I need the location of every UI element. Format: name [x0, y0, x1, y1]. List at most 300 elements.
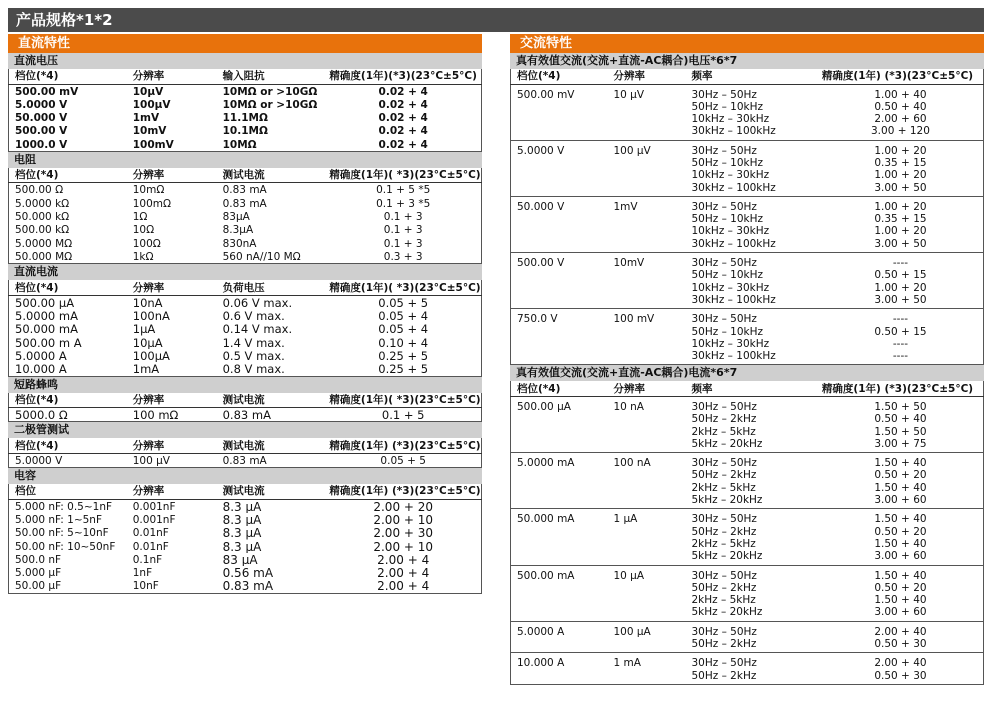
accuracy-value: 1.50 + 50 — [874, 425, 927, 438]
table-cell: 10.000 A — [15, 362, 67, 377]
table-row — [9, 138, 482, 152]
frequency-range: 30Hz – 50Hz — [691, 200, 757, 213]
range-cell: 50.000 mA — [511, 509, 608, 565]
resolution-cell: 100 nA — [607, 453, 685, 509]
accuracy-value: ---- — [892, 313, 909, 326]
frequency-range: 10kHz – 30kHz — [691, 169, 770, 182]
table-cell: 500.00 m A — [15, 335, 82, 349]
table-row — [9, 553, 482, 566]
table-cell: 830nA — [222, 237, 257, 250]
accuracy-value: ---- — [892, 350, 909, 363]
table-row — [511, 565, 984, 621]
table-cell: 1000.0 V — [15, 138, 68, 151]
column-header: 频率 — [685, 69, 817, 84]
table-cell: 100mΩ — [132, 197, 172, 210]
frequency-range: 50Hz – 10kHz — [691, 100, 764, 113]
range-cell: 10.000 A — [511, 653, 608, 685]
table-cell: 100μV — [132, 98, 171, 111]
column-header: 精确度(1年)(*3)(23°C±5°C) — [325, 69, 481, 84]
frequency-range: 2kHz – 5kHz — [691, 594, 756, 607]
table-cell: 10MΩ — [222, 138, 257, 151]
accuracy-value: 0.50 + 15 — [874, 269, 927, 282]
table-row — [9, 295, 482, 309]
frequency-range: 30Hz – 50Hz — [691, 657, 757, 670]
resolution-cell: 10 μA — [607, 565, 685, 621]
column-header: 频率 — [685, 381, 817, 396]
table-cell: 8.3 μA — [222, 512, 262, 527]
table-cell: 50.00 nF: 5~10nF — [15, 527, 109, 540]
resolution-cell: 10 nA — [607, 396, 685, 452]
table-cell: 5000.0 Ω — [15, 408, 68, 422]
dc-voltage-title: 直流电压 — [8, 53, 482, 69]
frequency-range: 5kHz – 20kHz — [691, 550, 763, 563]
accuracy-value: 3.00 + 60 — [874, 494, 927, 507]
table-cell: 100Ω — [132, 237, 161, 250]
table-row — [9, 513, 482, 526]
table-cell: 0.83 mA — [222, 197, 267, 210]
column-header: 档位(*4) — [511, 69, 608, 84]
header-row — [9, 438, 482, 453]
table-cell: 2.00 + 4 — [377, 566, 430, 580]
frequency-range: 30Hz – 50Hz — [691, 625, 757, 638]
table-row — [9, 183, 482, 197]
table-cell: 0.14 V max. — [222, 322, 293, 336]
column-header: 档位(*4) — [9, 168, 127, 183]
accuracy-value: 0.35 + 15 — [874, 213, 927, 226]
resolution-cell: 1 μA — [607, 509, 685, 565]
table-cell: 8.3 μA — [222, 539, 262, 553]
header-row — [511, 381, 984, 396]
diode-test-title: 二极管测试 — [8, 422, 482, 438]
frequency-range: 50Hz – 2kHz — [691, 669, 757, 682]
column-header: 精确度(1年)( *3)(23°C±5°C) — [325, 280, 481, 295]
table-cell: 83 μA — [222, 552, 258, 567]
column-header: 测试电流 — [217, 168, 326, 183]
table-cell: 5.0000 mA — [15, 309, 78, 323]
table-row — [511, 309, 984, 365]
column-header: 分辨率 — [607, 381, 685, 396]
column-header: 测试电流 — [217, 484, 326, 499]
continuity-title: 短路蜂鸣 — [8, 377, 482, 393]
frequency-range: 5kHz – 20kHz — [691, 606, 763, 619]
resolution-cell: 10 μV — [607, 84, 685, 140]
accuracy-cell — [818, 565, 984, 621]
table-cell: 8.3 μA — [222, 499, 262, 513]
column-header: 精确度(1年) (*3)(23°C±5°C) — [818, 69, 984, 84]
accuracy-value: 1.50 + 40 — [874, 594, 927, 607]
table-cell: 500.00 Ω — [15, 184, 64, 197]
table-row — [9, 453, 482, 467]
frequency-range: 30kHz – 100kHz — [691, 350, 776, 363]
diode-test-table — [8, 438, 482, 468]
ac-column — [510, 34, 984, 685]
table-cell: 10.1MΩ — [222, 125, 268, 138]
accuracy-value: 0.50 + 20 — [874, 525, 927, 538]
accuracy-value: 3.00 + 60 — [874, 606, 927, 619]
frequency-cell — [685, 565, 817, 621]
header-row — [9, 69, 482, 84]
table-cell: 5.000 nF: 1~5nF — [15, 513, 103, 526]
table-cell: 0.06 V max. — [222, 295, 293, 310]
dc-current-table — [8, 280, 482, 376]
frequency-cell — [685, 396, 817, 452]
range-cell: 500.00 mA — [511, 565, 608, 621]
resistance-table — [8, 168, 482, 264]
resolution-cell: 100 μA — [607, 621, 685, 653]
table-cell: 50.000 mA — [15, 322, 78, 336]
table-cell: 500.00 V — [15, 125, 68, 138]
accuracy-value: 1.00 + 20 — [874, 200, 927, 213]
accuracy-value: 1.50 + 40 — [874, 569, 927, 582]
table-cell: 0.8 V max. — [222, 362, 285, 377]
table-cell: 10MΩ or >10GΩ — [222, 98, 318, 111]
frequency-range: 50Hz – 2kHz — [691, 413, 757, 426]
table-row — [9, 540, 482, 553]
table-row — [511, 84, 984, 140]
frequency-range: 30Hz – 50Hz — [691, 513, 757, 526]
table-cell: 50.000 MΩ — [15, 250, 73, 263]
dc-voltage-table — [8, 69, 482, 152]
accuracy-cell — [818, 253, 984, 309]
table-cell: 0.05 + 4 — [378, 309, 429, 323]
table-row — [9, 499, 482, 513]
frequency-range: 5kHz – 20kHz — [691, 494, 763, 507]
accuracy-value: 1.00 + 20 — [874, 169, 927, 182]
table-cell: 0.05 + 5 — [380, 454, 426, 467]
table-cell: 5.000 μF — [15, 567, 62, 580]
accuracy-value: 3.00 + 60 — [874, 550, 927, 563]
header-row — [9, 168, 482, 183]
table-cell: 2.00 + 20 — [373, 499, 434, 513]
frequency-cell — [685, 653, 817, 685]
range-cell: 500.00 μA — [511, 396, 608, 452]
table-row — [9, 322, 482, 335]
table-cell: 50.00 μF — [15, 580, 62, 593]
column-header: 档位(*4) — [9, 393, 127, 408]
table-cell: 0.56 mA — [222, 566, 274, 580]
frequency-range: 30Hz – 50Hz — [691, 88, 757, 101]
accuracy-value: 3.00 + 50 — [874, 237, 927, 250]
table-cell: 11.1MΩ — [222, 112, 268, 125]
accuracy-cell — [818, 653, 984, 685]
table-cell: 2.00 + 10 — [373, 512, 434, 527]
frequency-range: 5kHz – 20kHz — [691, 437, 763, 450]
frequency-range: 50Hz – 10kHz — [691, 325, 764, 338]
table-cell: 1Ω — [132, 211, 148, 224]
frequency-range: 30kHz – 100kHz — [691, 181, 776, 194]
table-cell: 10nF — [132, 580, 159, 593]
accuracy-cell — [818, 509, 984, 565]
header-row — [9, 393, 482, 408]
accuracy-cell — [818, 396, 984, 452]
table-cell: 100mV — [132, 138, 174, 151]
accuracy-value: 3.00 + 50 — [874, 181, 927, 194]
table-row — [9, 223, 482, 236]
table-cell: 0.001nF — [132, 513, 176, 526]
table-row — [511, 621, 984, 653]
table-row — [9, 250, 482, 264]
table-cell: 0.02 + 4 — [378, 112, 428, 125]
table-row — [9, 566, 482, 579]
frequency-range: 50Hz – 10kHz — [691, 213, 764, 226]
frequency-range: 30kHz – 100kHz — [691, 293, 776, 306]
range-cell: 500.00 V — [511, 253, 608, 309]
frequency-range: 30kHz – 100kHz — [691, 125, 776, 138]
dc-section-header: 直流特性 — [8, 34, 482, 53]
column-header: 精确度(1年) (*3)(23°C±5°C) — [325, 438, 481, 453]
range-cell: 750.0 V — [511, 309, 608, 365]
ac-voltage-title: 真有效值交流(交流+直流-AC耦合)电压*6*7 — [510, 53, 984, 69]
table-cell: 0.01nF — [132, 527, 169, 540]
table-row — [9, 98, 482, 111]
table-cell: 0.5 V max. — [222, 348, 285, 363]
column-header: 精确度(1年) (*3)(23°C±5°C) — [325, 484, 481, 499]
table-cell: 2.00 + 10 — [373, 539, 434, 553]
accuracy-value: 1.00 + 20 — [874, 281, 927, 294]
header-row — [9, 484, 482, 499]
dc-column — [8, 34, 482, 594]
ac-section-header: 交流特性 — [510, 34, 984, 53]
table-cell: 50.000 kΩ — [15, 211, 70, 224]
column-header: 分辨率 — [127, 168, 217, 183]
table-cell: 10μA — [132, 335, 163, 349]
table-row — [9, 210, 482, 223]
accuracy-cell — [818, 84, 984, 140]
capacitance-title: 电容 — [8, 468, 482, 484]
accuracy-value: 2.00 + 60 — [874, 113, 927, 126]
accuracy-value: 1.50 + 40 — [874, 481, 927, 494]
accuracy-value: 3.00 + 120 — [871, 125, 930, 138]
table-cell: 50.00 nF: 10~50nF — [15, 540, 116, 553]
table-cell: 0.83 mA — [222, 184, 267, 197]
table-row — [511, 509, 984, 565]
table-cell: 10μV — [132, 85, 164, 98]
table-row — [9, 526, 482, 539]
table-cell: 2.00 + 4 — [377, 552, 430, 567]
table-cell: 0.25 + 5 — [378, 362, 429, 377]
accuracy-cell — [818, 196, 984, 252]
table-row — [511, 396, 984, 452]
column-header: 分辨率 — [127, 280, 217, 295]
column-header: 档位(*4) — [511, 381, 608, 396]
accuracy-value: 0.50 + 30 — [874, 669, 927, 682]
accuracy-value: 0.50 + 30 — [874, 637, 927, 650]
table-cell: 1mV — [132, 112, 160, 125]
frequency-range: 50Hz – 2kHz — [691, 637, 757, 650]
table-row — [9, 237, 482, 250]
table-cell: 1μA — [132, 322, 156, 336]
column-header: 精确度(1年)( *3)(23°C±5°C) — [325, 168, 481, 183]
table-cell: 0.05 + 4 — [378, 322, 429, 336]
table-cell: 560 nA//10 MΩ — [222, 250, 301, 263]
table-cell: 100 mΩ — [132, 408, 179, 422]
frequency-range: 10kHz – 30kHz — [691, 113, 770, 126]
accuracy-value: 0.50 + 20 — [874, 581, 927, 594]
table-cell: 0.01nF — [132, 540, 169, 553]
table-cell: 10mΩ — [132, 184, 165, 197]
table-row — [511, 140, 984, 196]
table-row — [9, 408, 482, 422]
continuity-table — [8, 393, 482, 423]
range-cell: 5.0000 A — [511, 621, 608, 653]
table-row — [511, 453, 984, 509]
table-cell: 5.0000 MΩ — [15, 237, 73, 250]
table-cell: 0.02 + 4 — [378, 85, 428, 98]
accuracy-value: 0.35 + 15 — [874, 156, 927, 169]
column-header: 负荷电压 — [217, 280, 326, 295]
table-row — [9, 111, 482, 124]
column-header: 精确度(1年)( *3)(23°C±5°C) — [325, 393, 481, 408]
table-cell: 0.10 + 4 — [378, 335, 429, 349]
ac-current-title: 真有效值交流(交流+直流-AC耦合)电流*6*7 — [510, 365, 984, 381]
frequency-range: 30Hz – 50Hz — [691, 257, 757, 270]
column-header: 精确度(1年) (*3)(23°C±5°C) — [818, 381, 984, 396]
accuracy-value: 0.50 + 20 — [874, 469, 927, 482]
frequency-cell — [685, 253, 817, 309]
table-row — [511, 253, 984, 309]
column-header: 档位(*4) — [9, 438, 127, 453]
frequency-range: 50Hz – 10kHz — [691, 156, 764, 169]
accuracy-value: 1.00 + 20 — [874, 225, 927, 238]
page-title: 产品规格*1*2 — [8, 8, 984, 32]
frequency-cell — [685, 453, 817, 509]
frequency-range: 30Hz – 50Hz — [691, 400, 757, 413]
table-row — [9, 349, 482, 362]
table-cell: 0.001nF — [132, 500, 176, 513]
accuracy-value: 1.50 + 40 — [874, 513, 927, 526]
table-cell: 10nA — [132, 295, 163, 310]
resolution-cell: 1 mA — [607, 653, 685, 685]
table-cell: 0.05 + 5 — [378, 295, 429, 310]
table-cell: 0.02 + 4 — [378, 125, 428, 138]
table-cell: 0.02 + 4 — [378, 98, 428, 111]
table-row — [9, 309, 482, 322]
column-header: 分辨率 — [127, 484, 217, 499]
table-cell: 10Ω — [132, 224, 155, 237]
column-header: 测试电流 — [217, 438, 326, 453]
table-cell: 0.1 + 5 — [381, 408, 425, 422]
accuracy-cell — [818, 621, 984, 653]
table-row — [511, 196, 984, 252]
table-cell: 1nF — [132, 567, 153, 580]
table-cell: 2.00 + 30 — [373, 526, 434, 540]
table-cell: 2.00 + 4 — [377, 579, 430, 594]
resolution-cell: 1mV — [607, 196, 685, 252]
table-cell: 0.83 mA — [222, 408, 271, 422]
table-cell: 100μA — [132, 348, 170, 363]
table-cell: 0.1 + 5 *5 — [376, 184, 431, 197]
table-cell: 5.0000 V — [15, 454, 63, 467]
frequency-range: 30Hz – 50Hz — [691, 569, 757, 582]
table-row — [9, 579, 482, 593]
ac-current-table — [510, 381, 984, 684]
ac-voltage-table — [510, 69, 984, 365]
table-cell: 500.00 kΩ — [15, 224, 70, 237]
accuracy-value: 1.50 + 40 — [874, 457, 927, 470]
table-cell: 0.1 + 3 — [383, 224, 423, 237]
table-cell: 5.0000 V — [15, 98, 68, 111]
table-cell: 100 μV — [132, 454, 170, 467]
accuracy-cell — [818, 140, 984, 196]
range-cell: 5.0000 V — [511, 140, 608, 196]
frequency-range: 2kHz – 5kHz — [691, 425, 756, 438]
table-row — [511, 653, 984, 685]
range-cell: 5.0000 mA — [511, 453, 608, 509]
column-header: 档位(*4) — [9, 280, 127, 295]
range-cell: 50.000 V — [511, 196, 608, 252]
accuracy-value: 1.50 + 40 — [874, 537, 927, 550]
resolution-cell: 10mV — [607, 253, 685, 309]
header-row — [511, 69, 984, 84]
table-row — [9, 336, 482, 349]
table-cell: 10MΩ or >10GΩ — [222, 85, 318, 98]
frequency-cell — [685, 309, 817, 365]
capacitance-table — [8, 484, 482, 594]
frequency-range: 10kHz – 30kHz — [691, 281, 770, 294]
column-header: 输入阻抗 — [217, 69, 326, 84]
table-cell: 0.6 V max. — [222, 309, 285, 323]
accuracy-value: 2.00 + 40 — [874, 657, 927, 670]
table-cell: 100nA — [132, 309, 170, 323]
frequency-range: 10kHz – 30kHz — [691, 225, 770, 238]
table-cell: 8.3 μA — [222, 526, 262, 540]
frequency-range: 30Hz – 50Hz — [691, 457, 757, 470]
column-header: 测试电流 — [217, 393, 326, 408]
frequency-range: 10kHz – 30kHz — [691, 337, 770, 350]
table-cell: 83μA — [222, 211, 250, 224]
table-cell: 0.1nF — [132, 553, 163, 566]
column-header: 分辨率 — [607, 69, 685, 84]
frequency-range: 50Hz – 2kHz — [691, 469, 757, 482]
frequency-range: 2kHz – 5kHz — [691, 481, 756, 494]
table-row — [9, 84, 482, 98]
column-header: 档位(*4) — [9, 69, 127, 84]
table-cell: 5.000 nF: 0.5~1nF — [15, 500, 113, 513]
frequency-range: 2kHz – 5kHz — [691, 537, 756, 550]
resistance-title: 电阻 — [8, 152, 482, 168]
frequency-cell — [685, 84, 817, 140]
table-cell: 5.0000 A — [15, 348, 67, 363]
table-cell: 0.25 + 5 — [378, 348, 429, 363]
frequency-range: 30Hz – 50Hz — [691, 313, 757, 326]
table-cell: 0.83 mA — [222, 454, 267, 467]
table-cell: 0.3 + 3 — [383, 250, 423, 263]
frequency-range: 30Hz – 50Hz — [691, 144, 757, 157]
table-row — [9, 362, 482, 376]
frequency-cell — [685, 621, 817, 653]
frequency-range: 30kHz – 100kHz — [691, 237, 776, 250]
table-row — [9, 124, 482, 137]
table-cell: 0.83 mA — [222, 579, 274, 594]
accuracy-value: 0.50 + 40 — [874, 100, 927, 113]
accuracy-value: 1.50 + 50 — [874, 400, 927, 413]
header-row — [9, 280, 482, 295]
table-cell: 50.000 V — [15, 112, 68, 125]
accuracy-value: ---- — [892, 337, 909, 350]
accuracy-value: ---- — [892, 257, 909, 270]
frequency-cell — [685, 196, 817, 252]
column-header: 分辨率 — [127, 69, 217, 84]
table-cell: 0.1 + 3 *5 — [376, 197, 431, 210]
table-cell: 1mA — [132, 362, 160, 377]
accuracy-value: 3.00 + 75 — [874, 437, 927, 450]
frequency-range: 50Hz – 10kHz — [691, 269, 764, 282]
table-cell: 500.00 mV — [15, 85, 79, 98]
accuracy-value: 3.00 + 50 — [874, 293, 927, 306]
table-cell: 500.00 μA — [15, 295, 75, 310]
range-cell: 500.00 mV — [511, 84, 608, 140]
frequency-range: 50Hz – 2kHz — [691, 581, 757, 594]
